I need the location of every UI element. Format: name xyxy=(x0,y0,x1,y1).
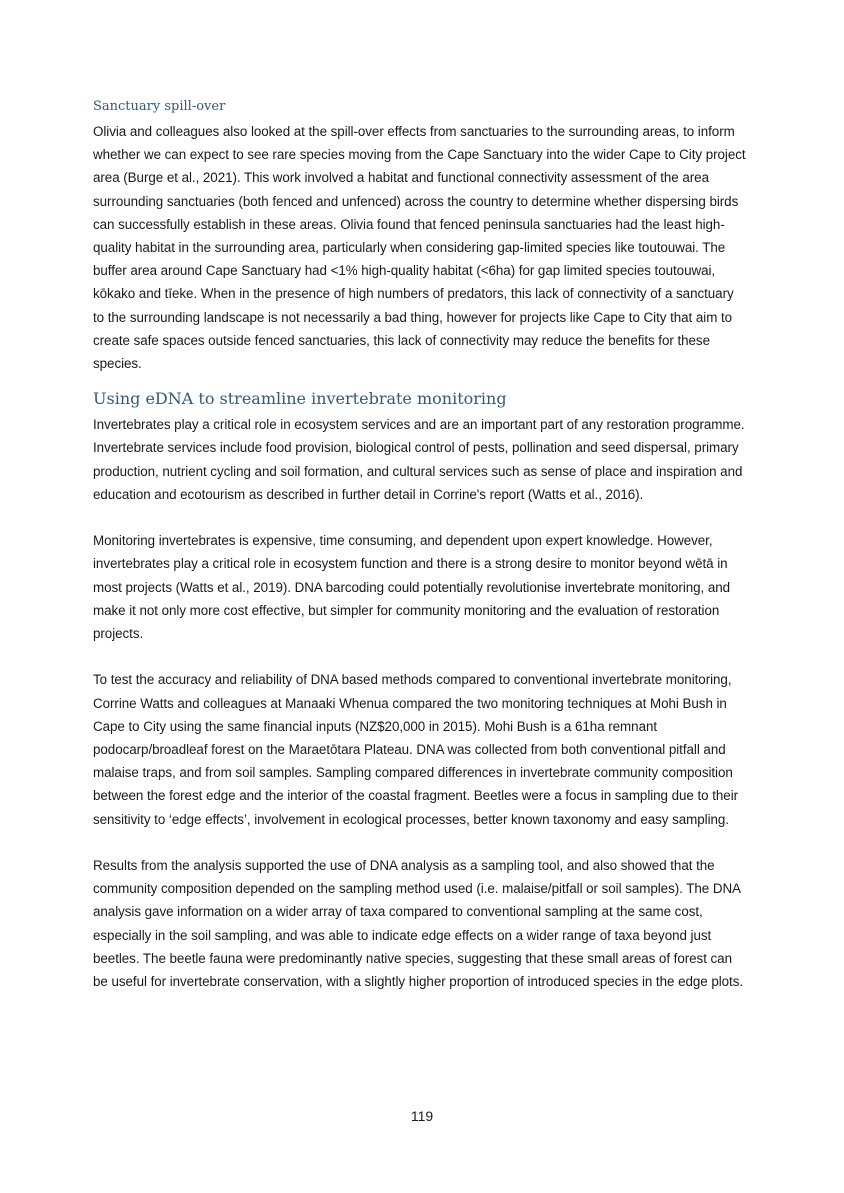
section-heading: Using eDNA to streamline invertebrate monitoring xyxy=(93,389,507,409)
body-paragraph: Olivia and colleagues also looked at the spill-over effects from sanctuaries to the surrounding areas, to inform whether we can expect to see rare species moving from the Cape Sanctuary into the wider Cape to City project area (Burge et al., 2021). This work involved a habitat and functional connectivity assessment of the area surrounding sanctuaries (both fenced and unfenced) across the country to determine whether dispersing birds can successfully establish in these areas. Olivia found that fenced peninsula sanctuaries had the least high-quality habitat in the surrounding area, particularly when considering gap-limited species like toutouwai. The buffer area around Cape Sanctuary had <1% high-quality habitat (<6ha) for gap limited species toutouwai, kōkako and tīeke. When in the presence of high numbers of predators, this lack of connectivity of a sanctuary to the surrounding landscape is not necessarily a bad thing, however for projects like Cape to City that aim to create safe spaces outside fenced sanctuaries, this lack of connectivity may reduce the benefits for these species. xyxy=(93,124,746,372)
body-paragraph: Monitoring invertebrates is expensive, time consuming, and dependent upon expert knowledge. However, invertebrates play a critical role in ecosystem function and there is a strong desire to monitor beyond wētā in most projects (Watts et al., 2019). DNA barcoding could potentially revolutionise invertebrate monitoring, and make it not only more cost effective, but simpler for community monitoring and the evaluation of restoration projects. xyxy=(93,533,731,642)
section-edna-invertebrate-monitoring xyxy=(93,385,748,993)
body-paragraph: Results from the analysis supported the use of DNA analysis as a sampling tool, and also showed that the community composition depended on the sampling method used (i.e. malaise/pitfall or soil samples). The DNA analysis gave information on a wider array of taxa compared to conventional sampling at the same cost, especially in the soil sampling, and was able to indicate edge effects on a wider range of taxa beyond just beetles. The beetle fauna were predominantly native species, suggesting that these small areas of forest can be useful for invertebrate conservation, with a slightly higher proportion of introduced species in the edge plots. xyxy=(93,858,744,990)
page-number: 119 xyxy=(410,1108,434,1124)
document-page xyxy=(93,94,748,993)
section-sanctuary-spill-over xyxy=(93,94,748,375)
body-paragraph: To test the accuracy and reliability of DNA based methods compared to conventional invertebrate monitoring, Corrine Watts and colleagues at Manaaki Whenua compared the two monitoring techniques at Mohi Bush in Cape to City using the same financial inputs (NZ$20,000 in 2015). Mohi Bush is a 61ha remnant podocarp/broadleaf forest on the Maraetōtara Plateau. DNA was collected from both conventional pitfall and malaise traps, and from soil samples. Sampling compared differences in invertebrate community composition between the forest edge and the interior of the coastal fragment. Beetles were a focus in sampling due to their sensitivity to ‘edge effects’, involvement in ecological processes, better known taxonomy and easy sampling. xyxy=(93,672,739,827)
body-paragraph: Invertebrates play a critical role in ecosystem services and are an important part of any restoration programme. Invertebrate services include food provision, biological control of pests, pollination and seed dispersal, primary production, nutrient cycling and soil formation, and cultural services such as sense of place and inspiration and education and ecotourism as described in further detail in Corrine's report (Watts et al., 2016). xyxy=(93,417,745,502)
section-heading: Sanctuary spill-over xyxy=(93,99,226,114)
